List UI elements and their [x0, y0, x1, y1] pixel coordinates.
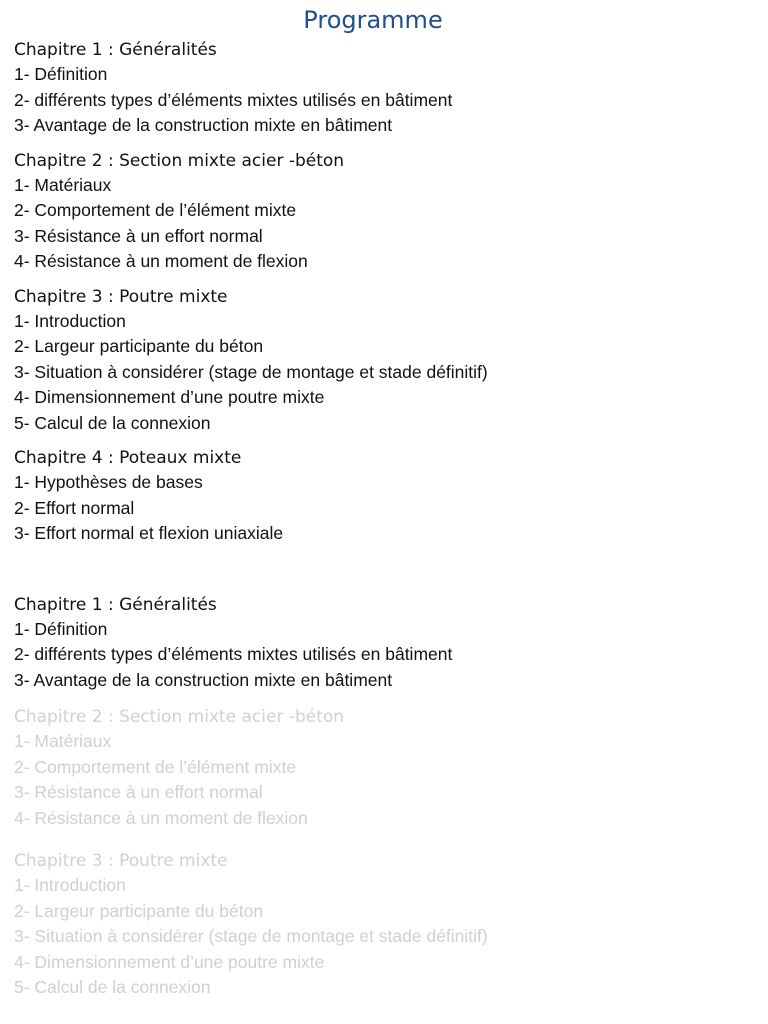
list-item: 2- Effort normal [14, 497, 135, 518]
list-item: 3- Effort normal et flexion uniaxiale [14, 523, 284, 543]
chapter-title: Chapitre 1 : Généralités [14, 594, 217, 615]
list-item: 3- Situation à considérer (stage de montage et stade définitif) [14, 926, 488, 946]
chapter-4 [14, 446, 754, 547]
list-item: 1- Définition [14, 64, 108, 84]
active-chapter [14, 593, 754, 694]
list-item: 1- Introduction [14, 875, 126, 895]
list-item: 4- Résistance à un moment de flexion [14, 807, 308, 828]
list-item: 2- différents types d’éléments mixtes utilisés en bâtiment [14, 644, 453, 664]
list-item: 4- Résistance à un moment de flexion [14, 251, 308, 271]
list-item: 2- Comportement de l’élément mixte [14, 756, 297, 777]
chapter-title: Chapitre 4 : Poteaux mixte [14, 448, 242, 468]
list-item: 4- Dimensionnement d’une poutre mixte [14, 951, 325, 972]
list-item: 3- Avantage de la construction mixte en bâtiment [14, 669, 393, 690]
list-item: 3- Situation à considérer (stage de montage et stade définitif) [14, 361, 488, 382]
focus-outline [14, 593, 754, 1001]
list-item: 3- Avantage de la construction mixte en bâtiment [14, 115, 393, 135]
list-item: 2- Largeur participante du béton [14, 900, 264, 921]
list-item: 1- Définition [14, 618, 108, 639]
faded-chapter-2 [14, 705, 754, 831]
chapter-2 [14, 149, 754, 275]
list-item: 1- Introduction [14, 310, 126, 331]
list-item: 2- différents types d’éléments mixtes utilisés en bâtiment [14, 89, 453, 110]
program-outline [14, 38, 754, 547]
chapter-title: Chapitre 3 : Poutre mixte [14, 286, 228, 307]
chapter-title: Chapitre 2 : Section mixte acier -béton [14, 707, 345, 727]
list-item: 4- Dimensionnement d’une poutre mixte [14, 387, 325, 407]
chapter-1 [14, 38, 754, 139]
list-item: 1- Hypothèses de bases [14, 472, 203, 492]
slide-content [14, 38, 754, 1019]
chapter-title: Chapitre 3 : Poutre mixte [14, 851, 228, 871]
chapter-title: Chapitre 1 : Généralités [14, 40, 217, 60]
faded-chapters [14, 705, 754, 1001]
list-item: 2- Largeur participante du béton [14, 336, 264, 356]
faded-chapter-3 [14, 849, 754, 1001]
section-gap [14, 557, 754, 593]
list-item: 1- Matériaux [14, 174, 112, 195]
list-item: 3- Résistance à un effort normal [14, 225, 263, 246]
chapter-3 [14, 285, 754, 437]
list-item: 3- Résistance à un effort normal [14, 782, 263, 802]
list-item: 1- Matériaux [14, 731, 112, 751]
list-item: 5- Calcul de la connexion [14, 977, 211, 997]
list-item: 5- Calcul de la connexion [14, 412, 211, 433]
chapter-title: Chapitre 2 : Section mixte acier -béton [14, 150, 345, 171]
list-item: 2- Comportement de l’élément mixte [14, 200, 297, 220]
page-title: Programme [303, 6, 443, 34]
